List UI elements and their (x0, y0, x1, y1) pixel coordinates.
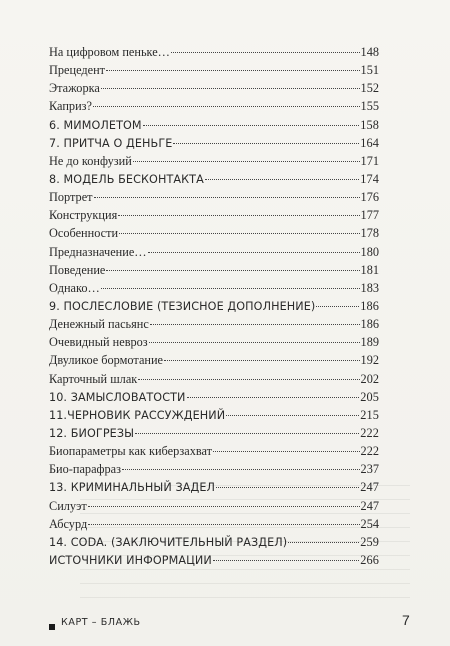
toc-entry-page: 205 (360, 389, 379, 404)
toc-entry-title: Очевидный невроз (49, 335, 148, 350)
toc-entry (49, 134, 379, 152)
footer-square-mark (49, 624, 55, 630)
toc-entry (49, 333, 379, 351)
dot-leader (150, 324, 360, 325)
toc-entry (49, 243, 379, 261)
toc-entry (49, 406, 379, 424)
toc-entry-page: 176 (360, 190, 379, 205)
toc-entry-page: 186 (360, 317, 379, 332)
dot-leader (148, 252, 360, 253)
dot-leader (106, 70, 360, 71)
show-through-text (80, 485, 410, 605)
toc-entry-page: 254 (360, 516, 379, 531)
toc-entry-page: 247 (360, 480, 379, 495)
toc-entry-page: 152 (360, 81, 379, 96)
toc-entry-page: 222 (360, 425, 379, 440)
toc-entry-page: 164 (360, 135, 379, 150)
toc-entry-title: Конструкция (49, 208, 118, 223)
toc-entry-page: 148 (360, 45, 379, 59)
dot-leader (119, 233, 359, 234)
toc-entry-title: ИСТОЧНИКИ ИНФОРМАЦИИ (49, 553, 212, 567)
dot-leader (213, 451, 360, 452)
toc-entry-page: 237 (360, 462, 379, 477)
dot-leader (138, 379, 359, 380)
toc-entry (49, 170, 379, 188)
toc-entry-page: 202 (360, 371, 379, 386)
toc-entry (49, 279, 379, 297)
toc-entry-title: Силуэт (49, 498, 87, 513)
dot-leader (101, 88, 360, 89)
toc-entry (49, 61, 379, 79)
toc-entry-title: 9. ПОСЛЕСЛОВИЕ (ТЕЗИСНОЕ ДОПОЛНЕНИЕ) (49, 299, 316, 313)
toc-entry (49, 388, 379, 406)
toc-entry-title: На цифровом пеньке… (49, 45, 170, 59)
toc-entry (49, 297, 379, 315)
toc-entry (49, 206, 379, 224)
toc-entry (49, 315, 379, 333)
dot-leader (164, 360, 360, 361)
toc-entry-page: 180 (360, 244, 379, 259)
toc-entry-title: Денежный пасьянс (49, 317, 149, 332)
dot-leader (135, 433, 359, 434)
toc-entry-title: 6. МИМОЛЕТОМ (49, 118, 142, 132)
dot-leader (94, 197, 360, 198)
dot-leader (316, 306, 359, 307)
toc-entry-title: Био-парафраз (49, 462, 121, 477)
toc-entry (49, 370, 379, 388)
toc-entry-page: 183 (360, 280, 379, 295)
toc-entry-title: Портрет (49, 190, 93, 205)
toc-entry-title: Не до конфузий (49, 153, 132, 168)
toc-entry-title: 7. ПРИТЧА О ДЕНЬГЕ (49, 136, 173, 150)
running-footer: КАРТ – БЛАЖЬ (61, 617, 141, 628)
toc-entry-title: 14. CODA. (ЗАКЛЮЧИТЕЛЬНЫЙ РАЗДЕЛ) (49, 535, 288, 549)
page-number: 7 (402, 612, 410, 628)
toc-entry-title: 10. ЗАМЫСЛОВАТОСТИ (49, 390, 186, 404)
toc-entry-page: 181 (360, 262, 379, 277)
dot-leader (226, 415, 359, 416)
dot-leader (171, 52, 360, 53)
toc-entry-title: Поведение (49, 262, 106, 277)
toc-entry-title: 12. БИОГРЕЗЫ (49, 426, 135, 440)
dot-leader (93, 106, 360, 107)
toc-entry-page: 151 (360, 63, 379, 78)
toc-entry (49, 442, 379, 460)
toc-entry-title: Карточный шлак (49, 371, 138, 386)
toc-entry-page: 215 (360, 407, 379, 422)
toc-entry (49, 97, 379, 115)
toc-entry-page: 259 (360, 534, 379, 549)
toc-entry-page: 158 (360, 117, 379, 132)
toc-entry (49, 188, 379, 206)
toc-entry (49, 351, 379, 369)
dot-leader (133, 161, 360, 162)
toc-entry (49, 152, 379, 170)
toc-entry-title: Двуликое бормотание (49, 353, 164, 368)
toc-entry-page: 155 (360, 99, 379, 114)
toc-entry (49, 261, 379, 279)
dot-leader (173, 143, 359, 144)
toc-entry-page: 247 (360, 498, 379, 513)
toc-entry-title: Предназначение… (49, 244, 147, 259)
toc-entry-title: Однако… (49, 280, 100, 295)
toc-entry-page: 178 (360, 226, 379, 241)
toc-entry-title: 13. КРИМИНАЛЬНЫЙ ЗАДЕЛ (49, 481, 216, 495)
toc-entry-title: 11.ЧЕРНОВИК РАССУЖДЕНИЙ (49, 408, 226, 422)
toc-entry-page: 174 (360, 171, 379, 186)
toc-entry-title: Прецедент (49, 63, 106, 78)
toc-entry-title: Особенности (49, 226, 119, 241)
toc-entry-title: Абсурд (49, 516, 88, 531)
toc-entry-page: 222 (360, 444, 379, 459)
toc-entry (49, 224, 379, 242)
toc-entry-title: Биопараметры как киберзахват (49, 444, 213, 459)
dot-leader (106, 270, 359, 271)
toc-entry-title: Этажорка (49, 81, 100, 96)
dot-leader (118, 215, 359, 216)
toc-entry (49, 460, 379, 478)
toc-entry-page: 192 (360, 353, 379, 368)
toc-entry (49, 43, 379, 61)
dot-leader (143, 125, 360, 126)
toc-entry-page: 186 (360, 298, 379, 313)
dot-leader (205, 179, 359, 180)
toc-entry-title: Каприз? (49, 99, 92, 114)
toc-entry (49, 116, 379, 134)
toc-entry (49, 79, 379, 97)
dot-leader (149, 342, 360, 343)
dot-leader (187, 397, 360, 398)
toc-entry (49, 424, 379, 442)
dot-leader (101, 288, 360, 289)
dot-leader (122, 469, 360, 470)
toc-entry-page: 266 (360, 552, 379, 567)
toc-entry-page: 171 (360, 153, 379, 168)
toc-entry-title: 8. МОДЕЛЬ БЕСКОНТАКТА (49, 172, 204, 186)
toc-entry-page: 189 (360, 335, 379, 350)
toc-entry-page: 177 (360, 208, 379, 223)
